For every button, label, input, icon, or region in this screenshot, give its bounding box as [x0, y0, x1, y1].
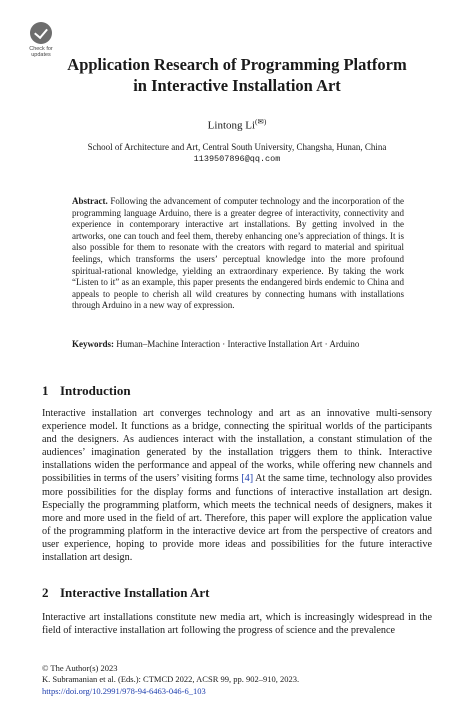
citation-link[interactable]: [4]	[241, 473, 254, 485]
section-number: 1	[42, 383, 49, 398]
check-for-updates-badge[interactable]	[23, 22, 59, 58]
abstract-text: Following the advancement of computer technology and the incorporation of the programming language Arduino, there is a greater degree of interactivity, connectivity and experience in contemporary interactive art installations. By getting involved in the artworks, one can touch and feel them, thereby enhancing one’s appreciation of things. It is also possible for them to resonate with the creators with regard to material and spiritual feelings, which transforms the users’ perceptual knowledge into the more profound spiritual-rational knowledge, yielding an extraordinary experience. By taking the work “Listen to it” as an example, this paper presents the endangered birds endemic to China and appeals to people to cherish all wild creatures by connecting humans with installations through Arduino in a new way of expression.	[72, 196, 404, 311]
abstract-label: Abstract.	[72, 196, 108, 206]
paper-title	[40, 54, 434, 96]
section-heading-interactive-installation-art	[42, 585, 209, 601]
check-updates-icon	[30, 22, 52, 44]
citation: K. Subramanian et al. (Eds.): CTMCD 2022, ACSR 99, pp. 902–910, 2023.	[42, 674, 300, 685]
affiliation	[0, 141, 474, 165]
title-line2: in Interactive Installation Art	[133, 76, 341, 95]
author-email[interactable]: 1139507896@qq.com	[193, 154, 281, 164]
section-number: 2	[42, 585, 49, 600]
keywords-label: Keywords:	[72, 339, 114, 349]
section-heading-introduction	[42, 383, 131, 399]
intro-text-part1: Interactive installation art converges technology and art as an innovative multi-sensory experience model. It functions as a bridge, connecting the spiritual worlds of the participants and the designers. As audiences interact with the installation, a constant stimulation of the audiences’ imagination generated by the installation triggers them to think. Interactive installations widen the performance and appeal of the works, while offering new channels and possibilities in terms of the users’ visiting forms	[42, 408, 432, 485]
section-title: Interactive Installation Art	[60, 585, 210, 600]
title-line1: Application Research of Programming Platform	[67, 55, 407, 74]
abstract	[72, 196, 404, 312]
author-name: Lintong Li	[207, 119, 256, 132]
corresponding-author-mark[interactable]: (✉)	[255, 117, 267, 126]
badge-line1: Check for	[29, 46, 53, 52]
keywords	[72, 339, 404, 351]
keywords-text: Human–Machine Interaction · Interactive Installation Art · Arduino	[116, 339, 360, 349]
intro-text-part2: At the same time, technology also provides more possibilities for the display forms and functions of interactive installation art design. Especially the programming platform, which meets the technical needs of designers, makes it more and more used in the field of art. Therefore, this paper will explore the application value of the programming platform in the interactive device art from the perspective of creators and user experience, hoping to provide more ideas and possibilities for the future interactive installation art design.	[42, 473, 432, 564]
copyright: © The Author(s) 2023	[42, 663, 118, 673]
introduction-paragraph	[42, 407, 432, 564]
section2-text: Interactive art installations constitute new media art, which is increasingly widespread in the field of interactive installation art following the progress of science and the prevalence	[42, 612, 432, 637]
badge-line2: updates	[31, 52, 51, 58]
section2-paragraph	[42, 611, 432, 637]
footer	[42, 663, 462, 697]
author	[0, 117, 474, 132]
section-title: Introduction	[60, 383, 131, 398]
doi-link[interactable]: https://doi.org/10.2991/978-94-6463-046-6_103	[42, 685, 206, 696]
affiliation-text: School of Architecture and Art, Central South University, Changsha, Hunan, China	[87, 142, 387, 152]
